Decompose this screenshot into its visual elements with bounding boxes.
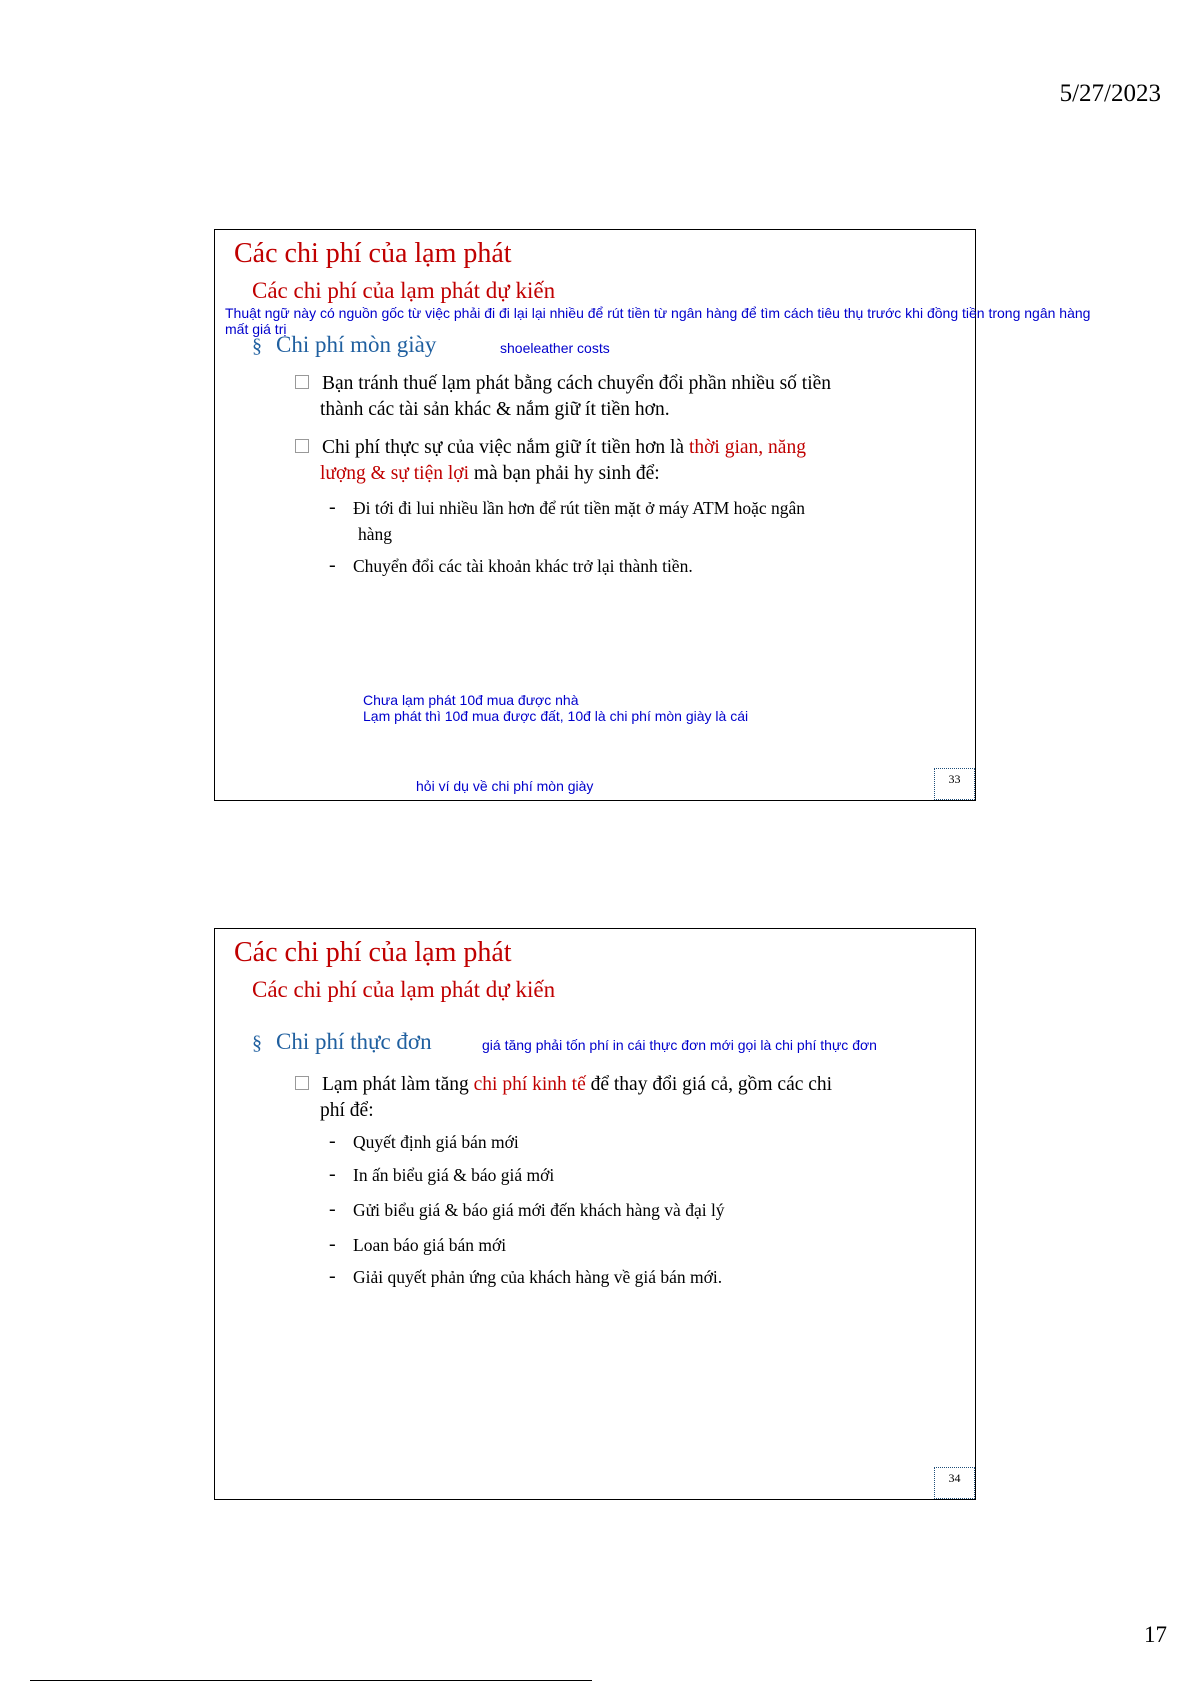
dash-item-convert: - Chuyển đổi các tài khoản khác trở lại thành tiền. (329, 554, 693, 576)
dash-item: - In ấn biểu giá & báo giá mới (329, 1163, 555, 1185)
slide-33 (214, 229, 1091, 801)
slide-subtitle: Các chi phí của lạm phát dự kiến (252, 977, 556, 1002)
square-bullet-icon (295, 439, 309, 453)
annotation-term-origin: Thuật ngữ này có nguồn gốc từ việc phải đi đi lại lại nhiều để rút tiền từ ngân hàng để tìm cách tiêu thụ trước khi đồng tiền trong ngân hàng mất giá trị (225, 305, 1091, 337)
bullet-avoid-inflation-tax: Bạn tránh thuế lạm phát bằng cách chuyển đổi phần nhiều số tiền thành các tài sản khác & nắm giữ ít tiền hơn. (295, 371, 915, 423)
annotation-shoeleather: shoeleather costs (500, 340, 610, 356)
page-date: 5/27/2023 (1059, 80, 1161, 107)
square-bullet-icon (295, 375, 309, 389)
dash-item: - Giải quyết phản ứng của khách hàng về giá bán mới. (329, 1265, 723, 1287)
section-menu-costs (252, 1029, 432, 1055)
slide-number: 34 (934, 1467, 975, 1499)
dash-item: - Loan báo giá bán mới (329, 1233, 507, 1255)
square-bullet-icon (295, 1076, 309, 1090)
annotation-example: Chưa lạm phát 10đ mua được nhà Lạm phát thì 10đ mua được đất, 10đ là chi phí mòn giày là cái (363, 692, 749, 724)
section-bullet-icon: § (252, 335, 262, 357)
slide-title: Các chi phí của lạm phát (234, 238, 512, 269)
section-bullet-icon: § (252, 1032, 262, 1054)
dash-item-atm: - Đi tới đi lui nhiều lần hơn để rút tiền mặt ở máy ATM hoặc ngân hàng (329, 496, 806, 544)
slide-title: Các chi phí của lạm phát (234, 937, 512, 968)
dash-item: - Quyết định giá bán mới (329, 1130, 519, 1152)
annotation-ask-example: hỏi ví dụ về chi phí mòn giày (416, 778, 594, 794)
section-shoeleather-costs (252, 332, 436, 358)
section-title: Chi phí thực đơn (276, 1029, 432, 1054)
slide-number: 33 (934, 768, 975, 800)
page-number: 17 (1144, 1622, 1167, 1647)
bullet-real-cost: Chi phí thực sự của việc nắm giữ ít tiền hơn là thời gian, năng lượng & sự tiện lợi mà bạn phải hy sinh để: (295, 435, 915, 487)
slide-34 (214, 928, 976, 1500)
footer-divider (30, 1680, 592, 1681)
section-title: Chi phí mòn giày (276, 332, 437, 357)
bullet-economic-cost: Lạm phát làm tăng chi phí kinh tế để thay đổi giá cả, gồm các chi phí để: (295, 1072, 915, 1124)
annotation-menu-cost: giá tăng phải tốn phí in cái thực đơn mới gọi là chi phí thực đơn (482, 1037, 877, 1053)
slide-subtitle: Các chi phí của lạm phát dự kiến (252, 278, 556, 303)
dash-item: - Gửi biểu giá & báo giá mới đến khách hàng và đại lý (329, 1198, 725, 1220)
